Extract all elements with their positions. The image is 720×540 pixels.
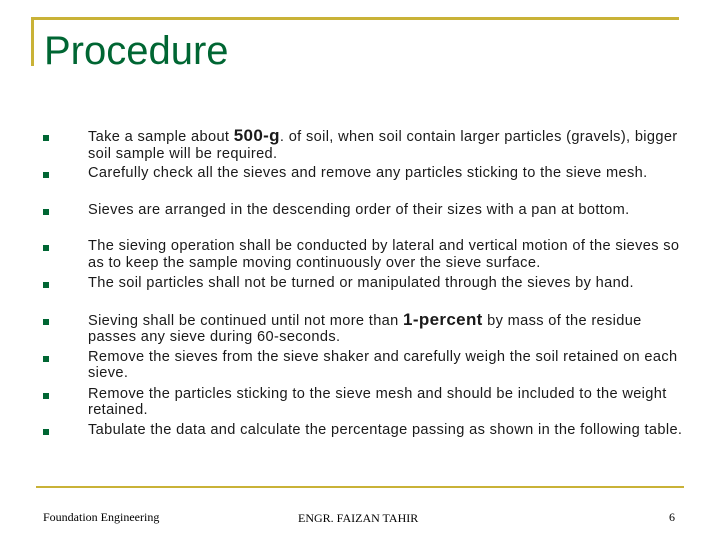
bullet-item [43,422,693,459]
bullet-item [43,275,693,312]
procedure-list [43,128,693,459]
square-bullet-icon [43,282,49,288]
bullet-item [43,349,693,386]
bullet-emphasis: 1-percent [403,309,483,329]
bullet-item [43,386,693,423]
bullet-text: Sieves are arranged in the descending order of their sizes with a pan at bottom. [88,201,630,218]
bullet-text: Carefully check all the sieves and remove any particles sticking to the sieve mesh. [88,164,648,181]
square-bullet-icon [43,319,49,325]
bullet-item [43,128,693,165]
bullet-item [43,202,693,239]
square-bullet-icon [43,393,49,399]
page-number: 6 [669,510,675,524]
bullet-text: The soil particles shall not be turned or manipulated through the sieves by hand. [88,275,634,292]
bullet-text-continued: . of soil, when soil contain larger particles (gravels), bigger soil sample will be required. [88,129,678,162]
bullet-item [43,238,693,275]
square-bullet-icon [43,356,49,362]
bullet-text: Remove the particles sticking to the sieve mesh and should be included to the weight retained. [88,385,667,419]
top-border-line [31,17,679,20]
square-bullet-icon [43,245,49,251]
bullet-text: Take a sample about [88,129,234,145]
bullet-text: Sieving shall be continued until not more than [88,312,404,329]
footer-author: ENGR. FAIZAN TAHIR [298,511,419,525]
square-bullet-icon [43,172,49,178]
bullet-item [43,309,693,349]
square-bullet-icon [43,429,49,435]
bullet-text: Tabulate the data and calculate the percentage passing as shown in the following table. [88,422,683,439]
left-border-line [31,17,34,66]
bullet-text-continued: by mass of the residue passes any sieve during 60-seconds. [88,312,642,346]
square-bullet-icon [43,209,49,215]
footer-divider [36,486,684,488]
footer-course-name: Foundation Engineering [43,510,160,524]
bullet-item [43,165,693,202]
bullet-text: The sieving operation shall be conducted by lateral and vertical motion of the sieves so as to keep the sample moving continuously over the sieve surface. [88,238,680,271]
slide-title: Procedure [44,29,229,73]
square-bullet-icon [43,135,49,141]
bullet-emphasis: 500-g [233,126,280,145]
bullet-text: Remove the sieves from the sieve shaker and carefully weigh the soil retained on each sieve. [88,348,678,382]
